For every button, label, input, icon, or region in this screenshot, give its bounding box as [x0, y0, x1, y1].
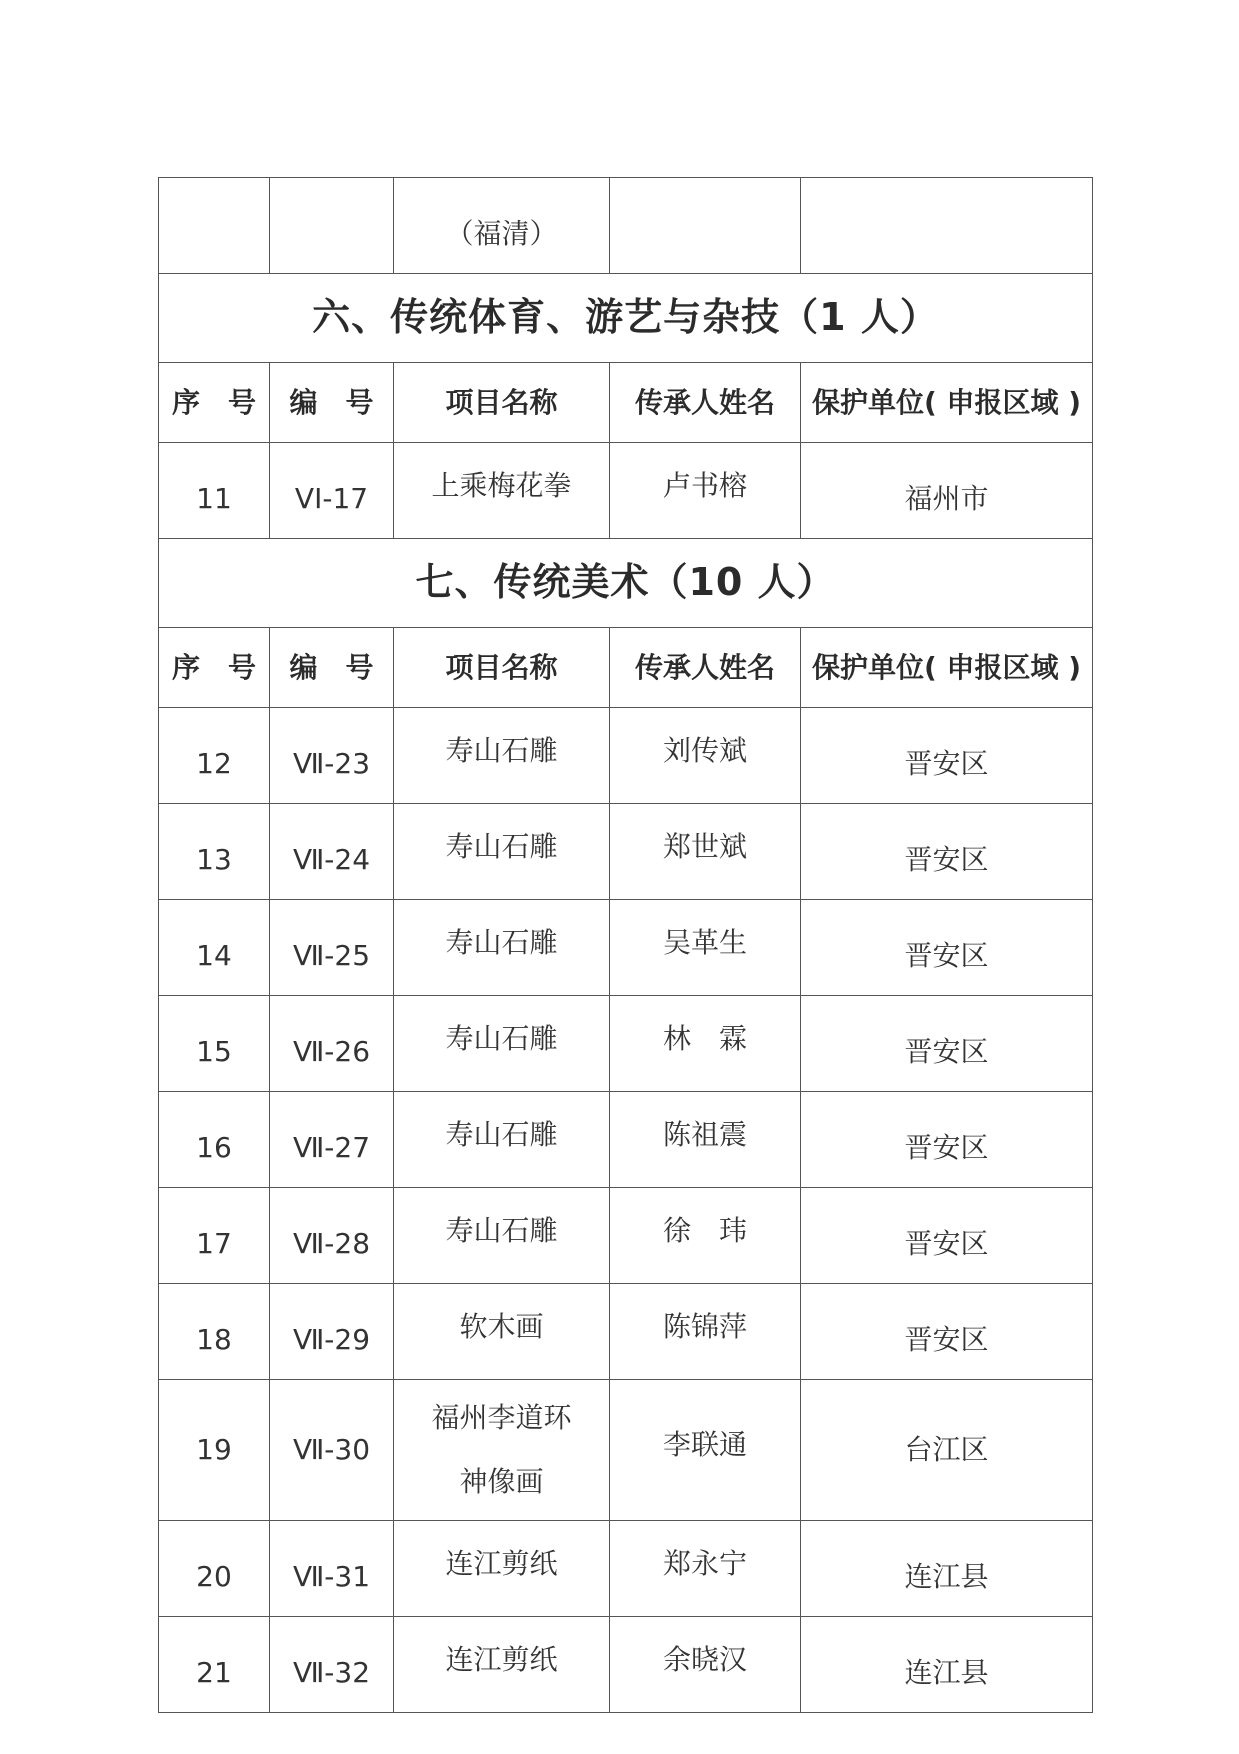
- seq-cell: 19: [159, 1380, 270, 1521]
- seq-cell: 21: [159, 1617, 270, 1713]
- unit-cell: 晋安区: [801, 900, 1093, 996]
- project-cell: 寿山石雕: [394, 1092, 610, 1188]
- inheritor-cell: 徐 玮: [610, 1188, 801, 1284]
- project-cell: 寿山石雕: [394, 996, 610, 1092]
- unit-cell: 晋安区: [801, 804, 1093, 900]
- project-cell: [394, 1380, 610, 1521]
- continuation-code-cell: [270, 178, 394, 274]
- table-row: [159, 900, 1093, 996]
- code-cell: Ⅶ-28: [270, 1188, 394, 1284]
- table-row: [159, 1188, 1093, 1284]
- header-unit: 保护单位( 申报区域 ): [801, 628, 1093, 708]
- inheritor-cell: 陈祖震: [610, 1092, 801, 1188]
- continuation-inheritor-cell: [610, 178, 801, 274]
- continuation-row: [159, 178, 1093, 274]
- section-title-sports: 六、传统体育、游艺与杂技（1 人）: [159, 274, 1093, 363]
- table-row: [159, 1284, 1093, 1380]
- seq-cell: 20: [159, 1521, 270, 1617]
- section-title-row: [159, 539, 1093, 628]
- project-cell: 寿山石雕: [394, 708, 610, 804]
- header-inheritor: 传承人姓名: [610, 363, 801, 443]
- unit-cell: 晋安区: [801, 1284, 1093, 1380]
- seq-cell: 14: [159, 900, 270, 996]
- code-cell: Ⅶ-29: [270, 1284, 394, 1380]
- unit-cell: 连江县: [801, 1617, 1093, 1713]
- project-cell-text: 福州李道环神像画: [431, 1401, 572, 1498]
- inheritor-cell: 李联通: [610, 1380, 801, 1521]
- seq-cell: 18: [159, 1284, 270, 1380]
- code-cell: VI-17: [270, 443, 394, 539]
- continuation-project-cell: （福清）: [394, 178, 610, 274]
- code-cell: Ⅶ-31: [270, 1521, 394, 1617]
- section-title-row: [159, 274, 1093, 363]
- header-seq: 序 号: [159, 363, 270, 443]
- continuation-unit-cell: [801, 178, 1093, 274]
- column-header-row: [159, 363, 1093, 443]
- inheritor-cell: 刘传斌: [610, 708, 801, 804]
- unit-cell: 晋安区: [801, 708, 1093, 804]
- seq-cell: 11: [159, 443, 270, 539]
- project-cell: 寿山石雕: [394, 1188, 610, 1284]
- header-project: 项目名称: [394, 363, 610, 443]
- heritage-inheritor-table: [158, 177, 1093, 1713]
- table-row: [159, 1380, 1093, 1521]
- project-cell: 软木画: [394, 1284, 610, 1380]
- code-cell: Ⅶ-32: [270, 1617, 394, 1713]
- unit-cell: 晋安区: [801, 1092, 1093, 1188]
- table-row: [159, 1092, 1093, 1188]
- header-seq: 序 号: [159, 628, 270, 708]
- code-cell: Ⅶ-30: [270, 1380, 394, 1521]
- seq-cell: 12: [159, 708, 270, 804]
- inheritor-cell: 郑世斌: [610, 804, 801, 900]
- table-row: [159, 996, 1093, 1092]
- header-unit: 保护单位( 申报区域 ): [801, 363, 1093, 443]
- header-code: 编 号: [270, 628, 394, 708]
- code-cell: Ⅶ-25: [270, 900, 394, 996]
- continuation-seq-cell: [159, 178, 270, 274]
- code-cell: Ⅶ-27: [270, 1092, 394, 1188]
- header-project: 项目名称: [394, 628, 610, 708]
- unit-cell: 晋安区: [801, 996, 1093, 1092]
- project-cell: 上乘梅花拳: [394, 443, 610, 539]
- inheritor-cell: 卢书榕: [610, 443, 801, 539]
- unit-cell: 晋安区: [801, 1188, 1093, 1284]
- header-inheritor: 传承人姓名: [610, 628, 801, 708]
- inheritor-cell: 林 霖: [610, 996, 801, 1092]
- seq-cell: 16: [159, 1092, 270, 1188]
- table-row: [159, 1617, 1093, 1713]
- code-cell: Ⅶ-23: [270, 708, 394, 804]
- seq-cell: 13: [159, 804, 270, 900]
- section-title-fine-arts: 七、传统美术（10 人）: [159, 539, 1093, 628]
- inheritor-cell: 郑永宁: [610, 1521, 801, 1617]
- code-cell: Ⅶ-24: [270, 804, 394, 900]
- table-row: [159, 708, 1093, 804]
- unit-cell: 连江县: [801, 1521, 1093, 1617]
- project-cell: 连江剪纸: [394, 1617, 610, 1713]
- seq-cell: 15: [159, 996, 270, 1092]
- table-row: [159, 1521, 1093, 1617]
- code-cell: Ⅶ-26: [270, 996, 394, 1092]
- project-cell: 连江剪纸: [394, 1521, 610, 1617]
- seq-cell: 17: [159, 1188, 270, 1284]
- project-cell: 寿山石雕: [394, 804, 610, 900]
- column-header-row: [159, 628, 1093, 708]
- inheritor-cell: 吴革生: [610, 900, 801, 996]
- header-code: 编 号: [270, 363, 394, 443]
- table-row: [159, 443, 1093, 539]
- table-row: [159, 804, 1093, 900]
- unit-cell: 台江区: [801, 1380, 1093, 1521]
- project-cell: 寿山石雕: [394, 900, 610, 996]
- inheritor-cell: 余晓汉: [610, 1617, 801, 1713]
- unit-cell: 福州市: [801, 443, 1093, 539]
- inheritor-cell: 陈锦萍: [610, 1284, 801, 1380]
